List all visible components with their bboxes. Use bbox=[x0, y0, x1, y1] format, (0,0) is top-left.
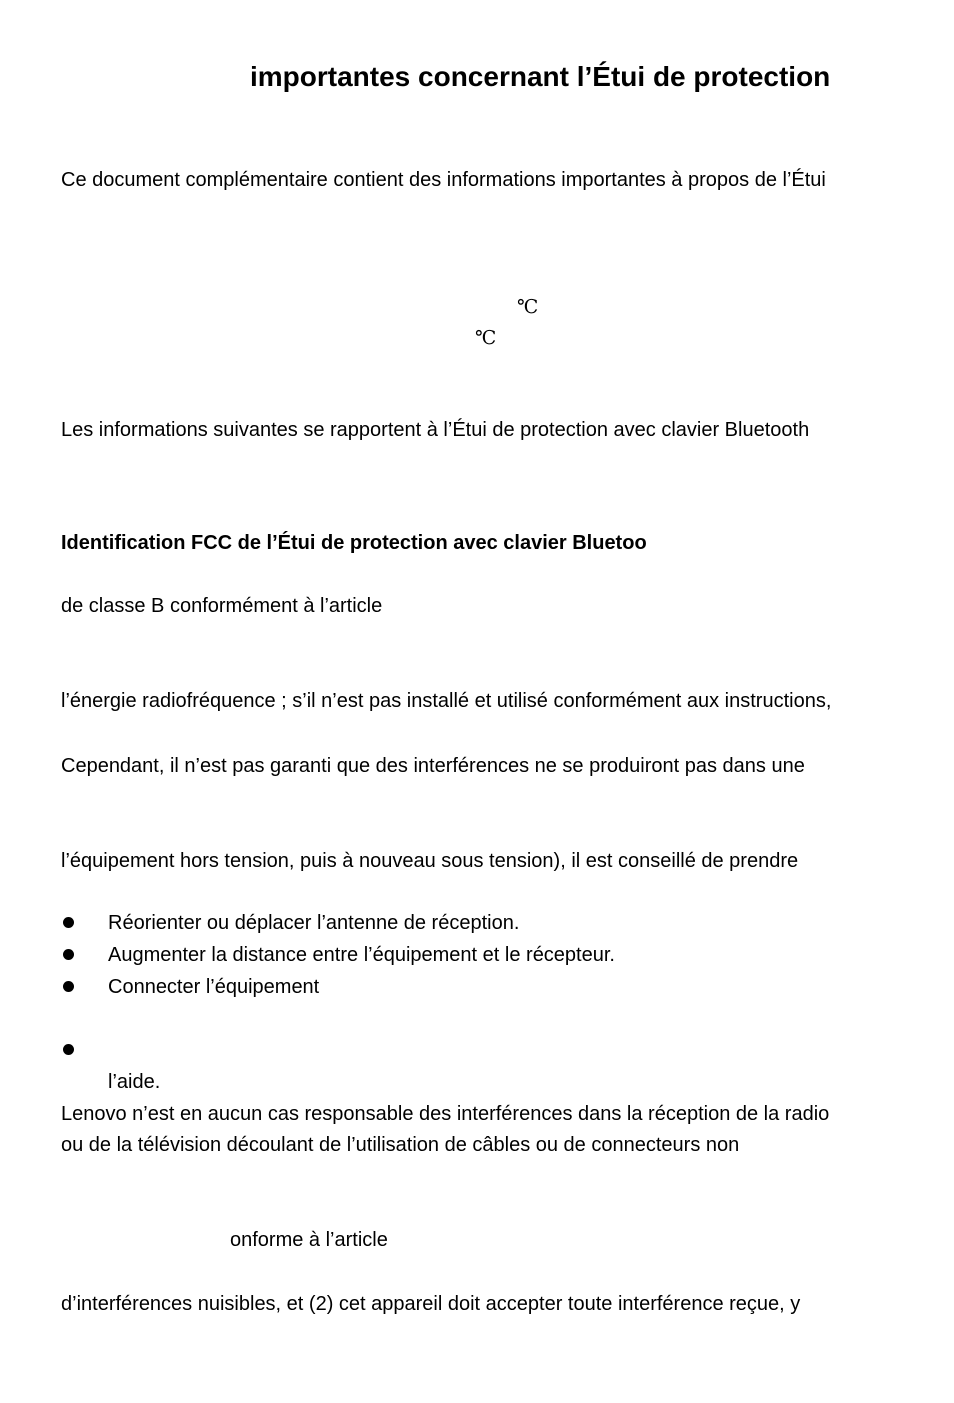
bullet-icon bbox=[63, 1044, 74, 1055]
list-item: Réorienter ou déplacer l’antenne de réception. bbox=[108, 912, 520, 934]
info-paragraph: Les informations suivantes se rapportent à l’Étui de protection avec clavier Bluetooth bbox=[61, 419, 810, 441]
however-paragraph: Cependant, il n’est pas garanti que des interférences ne se produiront pas dans une bbox=[61, 755, 805, 777]
list-item: Connecter l’équipement bbox=[108, 976, 320, 998]
list-item: Augmenter la distance entre l’équipement et le récepteur. bbox=[108, 944, 615, 966]
bullet-icon bbox=[63, 917, 74, 928]
fcc-heading: Identification FCC de l’Étui de protection avec clavier Bluetoo bbox=[61, 532, 647, 554]
celsius-symbol: ℃ bbox=[475, 327, 497, 349]
list-item-continuation: l’aide. bbox=[108, 1071, 161, 1093]
bullet-icon bbox=[63, 981, 74, 992]
celsius-symbol: ℃ bbox=[517, 296, 539, 318]
lenovo-paragraph-line: ou de la télévision découlant de l’utilisation de câbles ou de connecteurs non bbox=[61, 1134, 740, 1156]
page-title: importantes concernant l’Étui de protection bbox=[250, 61, 831, 92]
bullet-icon bbox=[63, 949, 74, 960]
intro-paragraph: Ce document complémentaire contient des informations importantes à propos de l’Étui bbox=[61, 169, 826, 191]
conform-paragraph: onforme à l’article bbox=[230, 1229, 388, 1251]
equipment-paragraph: l’équipement hors tension, puis à nouveau sous tension), il est conseillé de prendre bbox=[61, 850, 799, 872]
rf-energy-paragraph: l’énergie radiofréquence ; s’il n’est pas installé et utilisé conformément aux instructions, bbox=[61, 690, 832, 712]
class-b-paragraph: de classe B conformément à l’article bbox=[61, 595, 383, 617]
lenovo-paragraph-line: Lenovo n’est en aucun cas responsable des interférences dans la réception de la radio bbox=[61, 1103, 830, 1125]
interference-paragraph: d’interférences nuisibles, et (2) cet appareil doit accepter toute interférence reçue, y bbox=[61, 1293, 801, 1315]
